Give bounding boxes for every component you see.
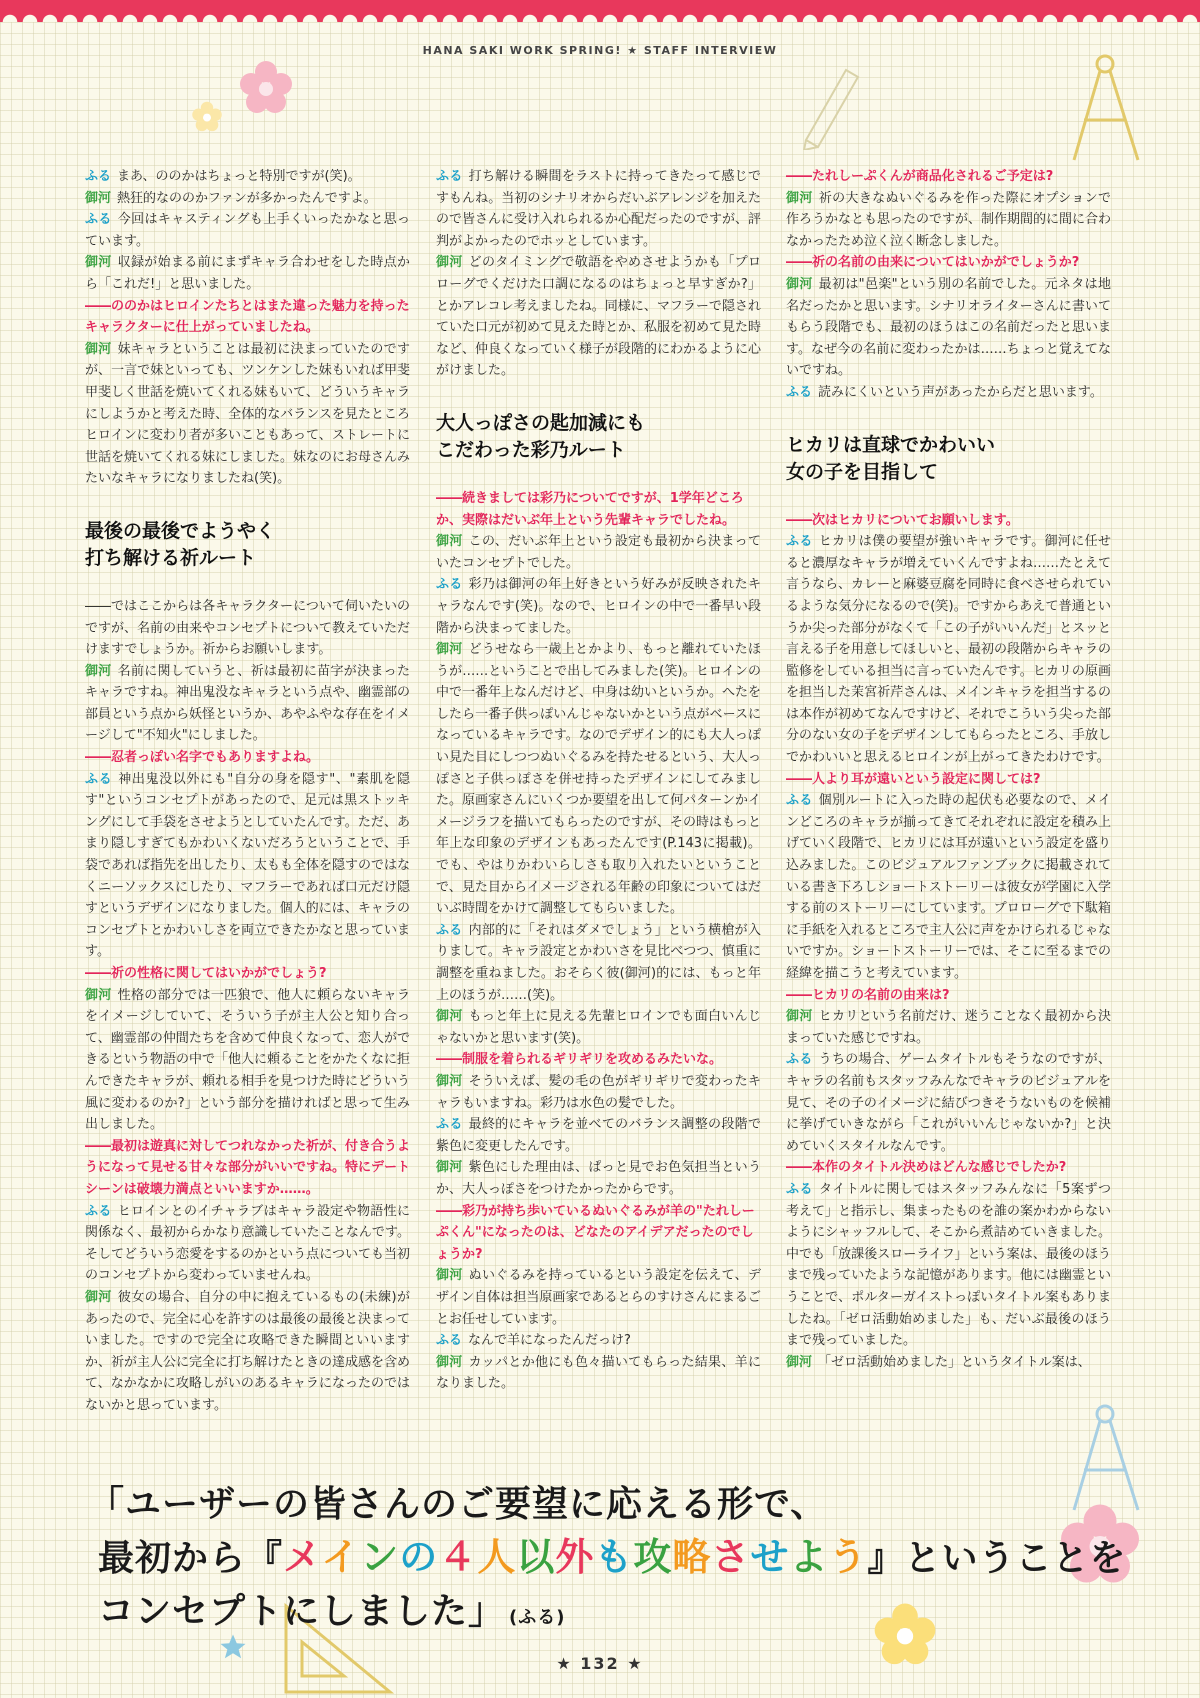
quote-line-3: コンセプトにしました」 (ふる) [98,1591,566,1632]
highlight-char: よ [789,1535,829,1579]
flower-icon [236,58,296,118]
compass-icon [1060,50,1150,170]
interviewer-question: ――祈の性格に関してはいかがでしょう? [85,966,327,981]
speaker-label: ふる [786,534,813,550]
speaker-label: ふる [85,1203,112,1219]
speaker-label: 御河 [436,255,463,271]
speaker-label: 御河 [786,1354,813,1370]
answer-paragraph [786,531,1111,769]
speaker-label: 御河 [436,642,463,658]
speaker-label: ふる [436,169,463,184]
quote-highlight [283,1535,868,1579]
answer-paragraph [436,1352,761,1395]
page-header: HANA SAKI WORK SPRING! ★ STAFF INTERVIEW [422,44,778,57]
top-scallop-border [0,0,1200,22]
answer-paragraph [786,1179,1111,1352]
answer-paragraph [436,639,761,920]
answer-text: 名前に関していうと、祈は最初に苗字が決まったキャラですね。神出鬼没なキャラという点や、幽霊部の部員という点から妖怪というか、あやふやな存在をイメージして"不知火"にしました。 [85,663,410,744]
speaker-label: 御河 [85,663,112,679]
highlight-char: さ [711,1535,751,1579]
answer-paragraph [85,339,410,490]
answer-paragraph [436,574,761,639]
answer-paragraph [85,661,410,747]
interviewer-question: ――忍者っぽい名字でもありますよね。 [85,750,320,766]
small-flower-icon [190,100,224,134]
quote-line-2: 最初から『メインの４人以外も攻略させよう』ということを [98,1535,1127,1579]
speaker-label: 御河 [436,1073,463,1089]
section-heading-inori: 最後の最後でようやく 打ち解ける祈ルート [85,519,276,569]
answer-text: どのタイミングで敬語をやめさせようかも「プロローグでくだけた口調になるのはちょっと早すぎか?」とかアレコレ考えましたね。同様に、マフラーで隠されていた口元が初めて見えた時とか、私服を初めて見た時など、仲良くなっていく様子が段階的にわかるように心がけました。 [436,255,762,379]
answer-paragraph [85,769,410,963]
interviewer-question: ――ではここからは各キャラクターについて伺いたいのですが、名前の由来やコンセプトについて教えていただけますでしょうか。祈からお願いします。 [85,598,410,658]
answer-text: 打ち解ける瞬間をラストに持ってきたって感じですもんね。当初のシナリオからだいぶアレンジを加えたので皆さんに受け入れられるか心配だったのですが、評判がよかったのでホッとしています。 [436,169,762,249]
answer-paragraph [786,382,1111,404]
answer-text: 読みにくいという声があったからだと思います。 [818,384,1103,400]
pull-quote [88,1478,1148,1644]
speaker-label: 御河 [786,1009,813,1025]
interviewer-question: ――祈の名前の由来についてはいかがでしょうか? [786,255,1080,271]
answer-paragraph [85,985,410,1136]
answer-paragraph [786,274,1111,382]
interviewer-question: ――次はヒカリについてお願いします。 [786,512,1019,528]
answer-text: 最初は"邑楽"という別の名前でした。元ネタは地名だったかと思います。シナリオライターさんに書いてもらう段階でも、最初のほうはこの名前だったと思います。なぜ今の名前に変わったかは……ちょっと覚えてないですね。 [786,276,1112,379]
highlight-char: も [594,1535,634,1579]
speaker-label: 御河 [85,1289,112,1305]
section-heading-hikari: ヒカリは直球でかわいい 女の子を目指して [786,433,996,483]
answer-paragraph [85,209,410,252]
answer-text: 個別ルートに入った時の起伏も必要なので、メインどころのキャラが揃ってきてそれぞれに設定を積み上げていく段階で、ヒカリには耳が遠いという設定を盛り込みました。このビジュアルファンブックに掲載されている書き下ろしショートストーリーは彼女が学園に入学する前のストーリーにしています。プロローグで下駄箱に手紙を入れるところで主人公に声をかけられるじゃないですか。ショートストーリーでは、そこに至るまでの経緯を描こうと考えています。 [786,793,1112,981]
speaker-label: ふる [85,771,113,787]
interviewer-question: ――ヒカリの名前の由来は? [786,987,950,1003]
answer-text: 彩乃は御河の年上好きという好みが反映されたキャラなんです(笑)。なので、ヒロインの中で一番早い段階から決まってました。 [436,577,761,636]
answer-paragraph [786,1006,1111,1049]
answer-text: まあ、ののかはちょっと特別ですが(笑)。 [117,169,361,184]
page-number: ★ 132 ★ [556,1654,644,1673]
speaker-label: ふる [786,384,813,400]
answer-text: 「ゼロ活動始めました」というタイトル案は、 [818,1354,1091,1370]
highlight-char: イ [321,1535,361,1579]
answer-paragraph [786,790,1111,984]
speaker-label: 御河 [436,1009,463,1025]
highlight-char: ン [360,1535,400,1579]
highlight-char: 以 [516,1535,556,1579]
answer-text: 彼女の場合、自分の中に抱えているもの(未練)があったので、完全に心を許すのは最後の最後と決まっていました。ですので完全に攻略できた瞬間といいますか、祈が主人公に完全に打ち解けたときの達成感を含めて、なかなかに攻略しがいのあるキャラになったのではないかと思っています。 [85,1289,411,1413]
quote-line-1: 「ユーザーの皆さんのご要望に応える形で、 [88,1484,828,1525]
highlight-char: 略 [672,1535,712,1579]
interviewer-question: ――制服を着られるギリギリを攻めるみたいな。 [436,1052,723,1068]
answer-paragraph [436,920,761,1006]
speaker-label: 御河 [85,255,112,271]
answer-paragraph [436,1330,761,1352]
speaker-label: ふる [436,1117,463,1133]
speaker-label: ふる [436,922,463,938]
answer-paragraph [436,1265,761,1330]
section-heading-ayano: 大人っぽさの匙加減にも こだわった彩乃ルート [436,411,646,461]
interviewer-question: ――続きましては彩乃についてですが、1学年どころか、実際はだいぶ年上という先輩キャラでしたね。 [436,490,744,528]
speaker-label: ふる [786,1181,814,1197]
highlight-char: の [399,1535,439,1579]
speaker-label: ふる [786,1052,813,1068]
speaker-label: 御河 [436,1268,463,1284]
speaker-label: ふる [436,577,463,593]
answer-text: うちの場合、ゲームタイトルもそうなのですが、キャラの名前もスタッフみんなでキャラのビジュアルを見て、その子のイメージに結びつきそうないものを候補に挙げていきながら「これがいいんじゃないか?」と決めていくスタイルなんです。 [786,1052,1111,1154]
speaker-label: 御河 [436,1160,463,1176]
answer-text: 紫色にした理由は、ぱっと見でお色気担当というか、大人っぽさをつけたかったからです。 [436,1160,761,1197]
answer-text: 最終的にキャラを並べてのバランス調整の段階で紫色に変更したんです。 [436,1117,761,1154]
interviewer-question: ――たれしーぷくんが商品化されるご予定は? [786,169,1054,184]
speaker-label: 御河 [85,341,112,357]
answer-paragraph [436,1006,761,1049]
pencil-icon [796,60,866,150]
answer-paragraph [85,1287,410,1417]
answer-text: 収録が始まる前にまずキャラ合わせをした時点から「これだ!」と思いました。 [85,255,410,292]
answer-text: ヒカリは僕の要望が強いキャラです。御河に任せると濃厚なキャラが増えていくんですよね……たとえて言うなら、カレーと麻婆豆腐を同時に食べさせられているような気分になるので(笑)。ですからあえて普通というか尖った部分がなくて「この子がいいんだ」とスッと言える子を用意してほしいと、最初の段階からキャラの監修をしている担当に言っていたんです。ヒカリの原画を担当した茉宮祈芹さんは、メインキャラを担当するのは本作が初めてなんですけど、それでこういう尖った部分のない女の子をデザインしてもらったところ、手放しでかわいいと思えるヒロインが上がってきたわけです。 [786,534,1112,766]
answer-text: もっと年上に見える先輩ヒロインでも面白いんじゃないかと思います(笑)。 [436,1009,761,1046]
answer-text: ヒカリという名前だけ、迷うことなく最初から決まっていた感じですね。 [786,1009,1111,1046]
highlight-char: 攻 [633,1535,673,1579]
answer-paragraph [786,1049,1111,1157]
answer-text: 妹キャラということは最初に決まっていたのですが、一言で妹といっても、ツンケンした妹もいれば甲斐甲斐しく世話を焼いてくれる妹もいて、どういうキャラにしようかと考えた時、全体的なバランスを見たところヒロインに変わり者が多いこともあって、ストレートに世話を焼いてくれる妹にしました。妹なのにお母さんみたいなキャラになりましたね(笑)。 [85,341,411,487]
answer-paragraph [436,1114,761,1157]
answer-paragraph [436,166,761,252]
highlight-char: 人 [477,1535,517,1579]
answer-text: 性格の部分では一匹狼で、他人に頼らないキャラをイメージしていて、そういう子が主人公と知り合って、幽霊部の仲間たちを含めて仲良くなって、恋人ができるという物語の中で「他人に頼ることをかたくなに拒んできたキャラが、頼れる相手を見つけた時にどういう風に変わるのか?」という部分を描ければと思って生み出しました。 [85,987,411,1133]
answer-paragraph [436,1157,761,1200]
answer-paragraph [85,166,410,188]
highlight-char: せ [750,1535,790,1579]
answer-paragraph [786,1352,1111,1374]
answer-text: そういえば、髪の毛の色がギリギリで変わったキャラもいますね。彩乃は水色の髪でした。 [436,1073,761,1111]
answer-paragraph [85,188,410,210]
answer-text: ヒロインとのイチャラブはキャラ設定や物語性に関係なく、最初からかなり意識していたことなんです。そしてどういう恋愛をするのかという点についても当初のコンセプトから変わっていませんね。 [85,1203,410,1284]
answer-text: ぬいぐるみを持っているという設定を伝えて、デザイン自体は担当原画家であるとらのすけさんにまるごとお任せしています。 [436,1268,761,1327]
speaker-label: ふる [85,212,112,228]
answer-paragraph [786,188,1111,253]
answer-text: タイトルに関してはスタッフみんなに「5案ずつ考えて」と指示し、集まったものを誰の案かわからないようにシャッフルして、そこから煮詰めていきました。中でも「放課後スローライフ」という案は、最後のほうまで残っていたような記憶があります。他には幽霊ということで、ポルターガイストっぽいタイトル案もありましたね。「ゼロ活動始めました」も、だいぶ最後のほうまで残っていました。 [786,1181,1112,1349]
answer-paragraph [85,252,410,295]
answer-text: この、だいぶ年上という設定も最初から決まっていたコンセプトでした。 [436,534,761,571]
highlight-char: メ [283,1535,322,1579]
speaker-label: 御河 [786,190,813,206]
column-1 [85,166,410,1416]
interviewer-question: ――最初は遊真に対してつれなかった祈が、付き合うようになって見せる甘々な部分がいいですね。特にデートシーンは破壊力満点といいますか……。 [85,1138,411,1197]
highlight-char: う [828,1535,868,1579]
interviewer-question: ――人より耳が遠いという設定に関しては? [786,771,1041,787]
answer-text: どうせなら一歳上とかより、もっと離れていたほうが……ということで出してみました(笑)。ヒロインの中で一番年上なんだけど、中身は幼いというか。へたをしたら一番子供っぽいんじゃないかという点がベースになっているキャラです。なのでデザイン的にも大人っぽい見た目にしつつぬいぐるみを持たせるという、大人っぽさと子供っぽさを併せ持ったデザインにしてみました。原画家さんにいくつか要望を出して何パターンかイメージラフを描いてもらったのですが、その時はもっと年上な印象のデザインもあったんです(P.143に掲載)。でも、やはりかわいらしさも取り入れたいということで、見た目からイメージされる年齢の印象についてはだいぶ時間をかけて調整してもらいました。 [436,642,762,917]
answer-paragraph [436,252,761,382]
speaker-label: 御河 [85,190,112,206]
speaker-label: 御河 [786,276,813,292]
column-2 [436,166,761,1395]
interviewer-question: ――ののかはヒロインたちとはまた違った魅力を持ったキャラクターに仕上がっていましたね。 [85,298,410,336]
answer-text: 祈の大きなぬいぐるみを作った際にオプションで作ろうかなとも思ったのですが、制作期間的に間に合わなかったため泣く泣く断念しました。 [786,190,1112,249]
highlight-char: ４ [438,1535,478,1579]
answer-paragraph [436,531,761,574]
quote-attribution: (ふる) [509,1607,566,1628]
speaker-label: 御河 [436,534,463,550]
speaker-label: 御河 [436,1354,463,1370]
speaker-label: ふる [786,793,813,809]
interviewer-question: ――彩乃が持ち歩いているぬいぐるみが羊の"たれしーぷくん"になったのは、どなたのアイデアだったのでしょうか? [436,1203,755,1262]
speaker-label: 御河 [85,987,112,1003]
answer-text: カッパとか他にも色々描いてもらった結果、羊になりました。 [436,1354,761,1392]
column-3 [786,166,1111,1373]
interviewer-question: ――本作のタイトル決めはどんな感じでしたか? [786,1160,1067,1176]
answer-text: 神出鬼没以外にも"自分の身を隠す"、"素肌を隠す"というコンセプトがあったので、足元は黒ストッキングにして手袋をさせようとしていたんです。ただ、あまり隠しすぎてもかわいくないだろうということで、手袋であれば指先を出したり、太もも全体を隠すのではなくニーソックスにしたり、マフラーであれば口元だけ隠すというデザインになりました。個人的には、キャラのコンセプトとかわいしさを両立できたかなと思っています。 [85,771,411,960]
speaker-label: ふる [85,169,112,184]
answer-text: 内部的に「それはダメでしょう」という横槍が入りまして。キャラ設定とかわいさを見比べつつ、慎重に調整を重ねました。おそらく彼(御河)的には、もっと年上のほうが……(笑)。 [436,922,761,1003]
highlight-char: 外 [555,1535,595,1579]
answer-text: 熱狂的なののかファンが多かったんですよ。 [117,190,377,206]
answer-text: なんで羊になったんだっけ? [468,1333,631,1349]
answer-paragraph [85,1201,410,1287]
answer-text: 今回はキャスティングも上手くいったかなと思っています。 [85,212,410,249]
speaker-label: ふる [436,1333,463,1349]
answer-paragraph [436,1071,761,1114]
